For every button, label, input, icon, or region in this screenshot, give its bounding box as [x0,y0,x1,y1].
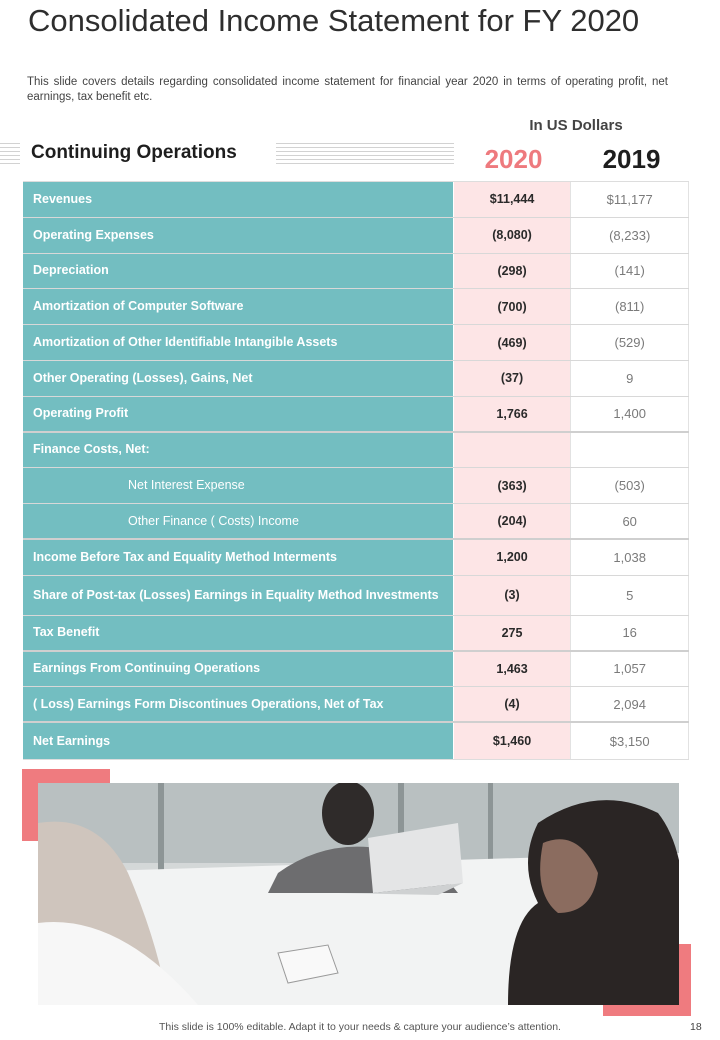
value-2019: (503) [571,468,689,503]
meeting-photo [38,783,679,1005]
value-2020: (3) [454,576,572,615]
value-2020: 1,766 [454,397,572,431]
row-label: Amortization of Computer Software [23,289,454,324]
decorative-stripes-left [0,143,20,167]
value-2020: $11,444 [454,182,572,217]
section-title: Continuing Operations [31,142,237,163]
value-2020: $1,460 [454,723,572,759]
value-2019: (529) [571,325,689,360]
row-label: Revenues [23,182,454,217]
decorative-stripes-right [276,143,454,167]
value-2020: (363) [454,468,572,503]
table-row [23,289,689,325]
table-row [23,540,689,576]
value-2020 [454,433,572,468]
value-2019: 1,057 [571,652,689,687]
table-row [23,652,689,688]
row-label: Amortization of Other Identifiable Intangible Assets [23,325,454,360]
value-2019: 2,094 [571,687,689,721]
row-label: Operating Expenses [23,218,454,253]
table-row [23,468,689,504]
value-2020: 1,200 [454,540,572,575]
value-2019: (141) [571,254,689,289]
table-row [23,616,689,652]
table-row [23,397,689,433]
income-statement-table [23,181,689,760]
value-2019: 1,400 [571,397,689,431]
value-2019: 1,038 [571,540,689,575]
row-label: Tax Benefit [23,616,454,650]
table-row [23,325,689,361]
table-row [23,182,689,218]
table-row [23,687,689,723]
value-2019: 60 [571,504,689,538]
value-2020: 1,463 [454,652,572,687]
row-label: Earnings From Continuing Operations [23,652,454,687]
row-label: Other Finance ( Costs) Income [23,504,454,538]
value-2019: 9 [571,361,689,396]
table-row [23,361,689,397]
value-2019: $3,150 [571,723,689,759]
value-2020: (700) [454,289,572,324]
table-row [23,433,689,469]
row-label: Net Earnings [23,723,454,759]
value-2019: $11,177 [571,182,689,217]
value-2020: (37) [454,361,572,396]
table-row [23,254,689,290]
currency-label: In US Dollars [529,117,623,134]
page-description: This slide covers details regarding consolidated income statement for financial year 2020 in terms of operating profit, net earnings, tax benefit etc. [27,76,668,103]
row-label: Depreciation [23,254,454,289]
year-header-2020: 2020 [484,144,543,174]
value-2020: (469) [454,325,572,360]
row-label: ( Loss) Earnings Form Discontinues Operations, Net of Tax [23,687,454,721]
value-2020: 275 [454,616,572,650]
table-row [23,723,689,759]
table-row [23,576,689,616]
value-2020: (204) [454,504,572,538]
value-2020: (8,080) [454,218,572,253]
value-2019: 16 [571,616,689,650]
page-number: 18 [690,1021,702,1033]
table-row [23,504,689,540]
row-label: Income Before Tax and Equality Method Interments [23,540,454,575]
value-2020: (298) [454,254,572,289]
value-2019: 5 [571,576,689,615]
table-row [23,218,689,254]
row-label: Share of Post-tax (Losses) Earnings in Equality Method Investments [23,576,454,615]
row-label: Finance Costs, Net: [23,433,454,468]
row-label: Operating Profit [23,397,454,431]
row-label: Other Operating (Losses), Gains, Net [23,361,454,396]
value-2019: (8,233) [571,218,689,253]
year-header-2019: 2019 [602,144,661,174]
value-2020: (4) [454,687,572,721]
value-2019: (811) [571,289,689,324]
page-title: Consolidated Income Statement for FY 2020 [28,3,640,38]
footer-note: This slide is 100% editable. Adapt it to your needs & capture your audience’s attention. [159,1021,561,1033]
row-label: Net Interest Expense [23,468,454,503]
value-2019 [571,433,689,468]
